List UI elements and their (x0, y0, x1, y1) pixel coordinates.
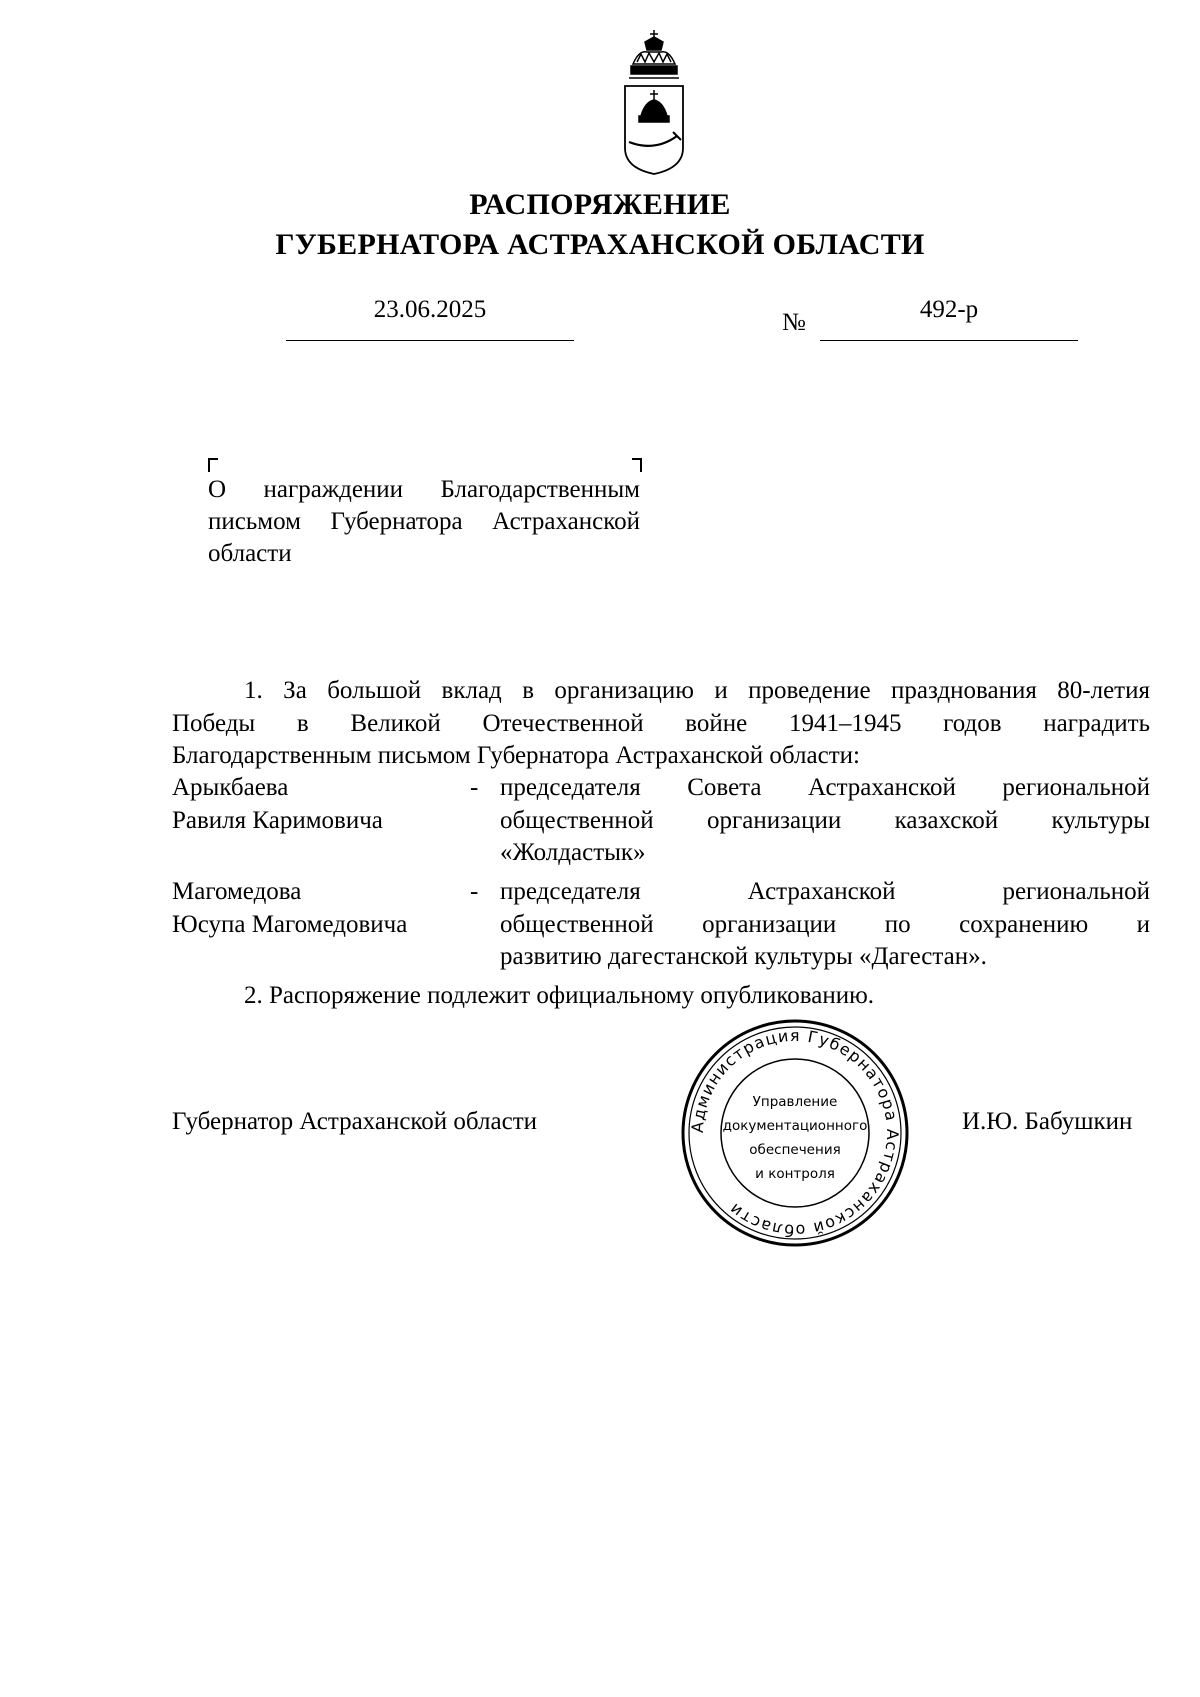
awardee-dash: - (470, 878, 479, 905)
paragraph-line: 1. За большой вклад в организацию и проведение празднования 80-летия (244, 677, 1150, 704)
paragraph-line: Победы в Великой Отечественной войне 1941–1945 годов наградить (172, 709, 1150, 737)
coat-of-arms-emblem (615, 28, 693, 178)
subject-line: письмом Губернатора Астраханской (208, 508, 640, 535)
description-line: развитию дагестанской культуры «Дагестан». (500, 943, 987, 970)
awardee-surname: Арыкбаева (172, 774, 289, 801)
stamp-inner-line: обеспечения (749, 1142, 841, 1158)
stamp-inner-line: и контроля (755, 1166, 835, 1182)
awardee-dash: - (470, 774, 479, 801)
awardee-given-names: Равиля Каримовича (172, 806, 383, 834)
awardee-name (172, 772, 472, 837)
description-line: «Жолдастык» (500, 839, 646, 866)
document-date: 23.06.2025 (373, 296, 487, 323)
subject-line: О награждении Благодарственным (208, 476, 640, 503)
stamp-inner-line: документационного (722, 1118, 868, 1134)
number-underline (820, 340, 1078, 341)
awardee-given-names: Юсупа Магомедовича (172, 910, 408, 938)
stamp-inner-line: Управление (752, 1094, 838, 1110)
subject-line: области (208, 540, 292, 567)
date-underline (286, 340, 574, 341)
description-line: общественной организации по сохранению и (500, 910, 1150, 938)
issuer-title: ГУБЕРНАТОРА АСТРАХАНСКОЙ ОБЛАСТИ (275, 228, 925, 261)
description-line: председателя Астраханской региональной (500, 878, 1150, 905)
awardee-description (500, 772, 1150, 870)
signatory-title: Губернатор Астраханской области (172, 1108, 538, 1135)
awardee-name (172, 876, 472, 941)
description-line: общественной организации казахской культуры (500, 806, 1150, 834)
document-number: 492-р (919, 296, 979, 323)
description-line: председателя Совета Астраханской региональной (500, 774, 1150, 801)
awardee-surname: Магомедова (172, 878, 302, 905)
stamp-ring-text: Администрация Губернатора Астраханской области (687, 1025, 903, 1241)
subject-corner-right (632, 458, 642, 472)
paragraph-2: 2. Распоряжение подлежит официальному опубликованию. (244, 982, 875, 1009)
subject-corner-left (208, 458, 218, 472)
paragraph-1 (172, 675, 1150, 773)
document-type-title: РАСПОРЯЖЕНИЕ (469, 188, 731, 221)
signatory-name: И.Ю. Бабушкин (962, 1108, 1133, 1135)
awardee-description (500, 876, 1150, 974)
paragraph-line: Благодарственным письмом Губернатора Астраханской области: (172, 742, 860, 769)
official-stamp (680, 1018, 910, 1248)
document-subject (208, 474, 640, 570)
number-sign: № (782, 309, 806, 336)
